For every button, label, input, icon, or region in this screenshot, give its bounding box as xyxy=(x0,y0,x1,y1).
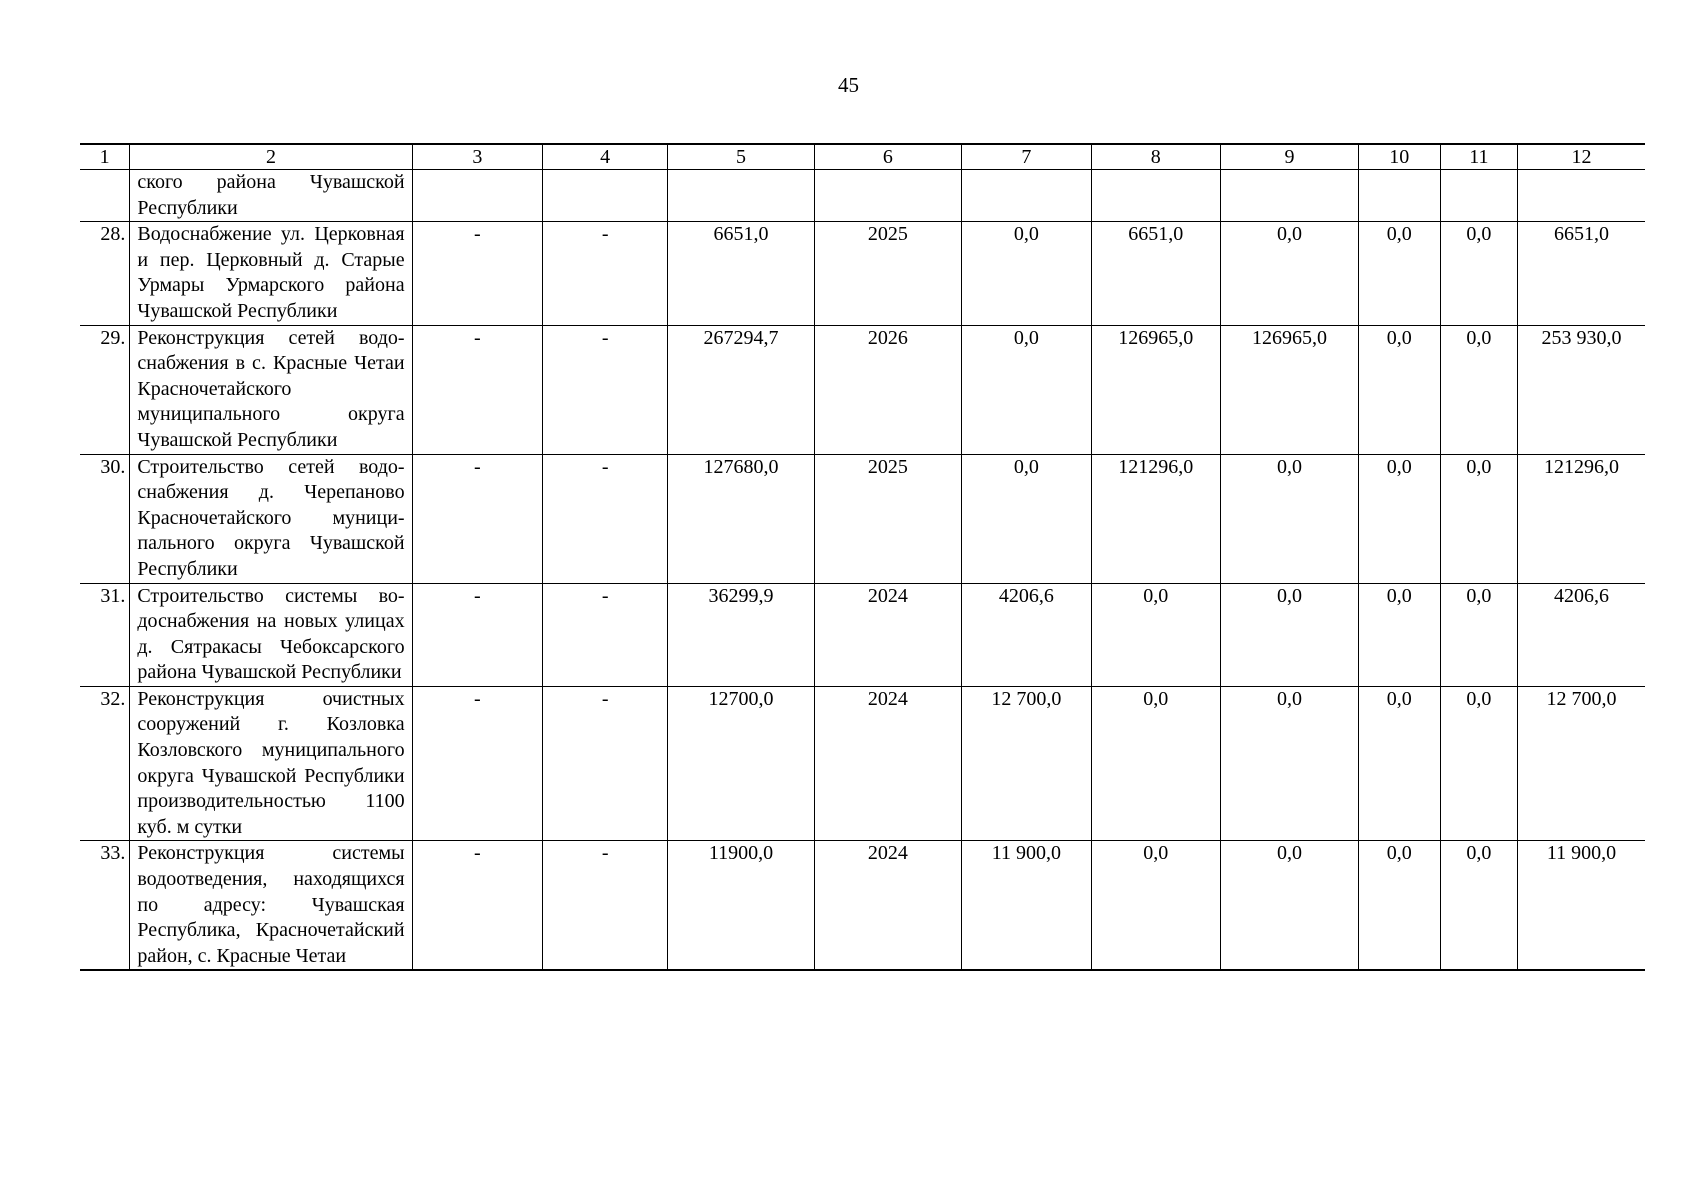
cell-col6: 2024 xyxy=(814,686,961,841)
cell-col9 xyxy=(1221,170,1359,222)
column-header: 10 xyxy=(1358,144,1440,170)
cell-col4: - xyxy=(543,325,668,454)
cell-col7: 0,0 xyxy=(962,222,1091,325)
cell-col10: 0,0 xyxy=(1358,325,1440,454)
cell-col10: 0,0 xyxy=(1358,222,1440,325)
cell-col7 xyxy=(962,170,1091,222)
cell-name: Водоснабжение ул. Церковная и пер. Церковный д. Старые Урмары Урмарского района Чувашской Республики xyxy=(130,222,412,325)
cell-col11: 0,0 xyxy=(1440,686,1517,841)
cell-col3: - xyxy=(412,454,543,583)
cell-col4: - xyxy=(543,222,668,325)
cell-number: 30. xyxy=(80,454,130,583)
cell-col3: - xyxy=(412,583,543,686)
cell-col7: 0,0 xyxy=(962,454,1091,583)
cell-col6: 2025 xyxy=(814,222,961,325)
cell-col5 xyxy=(668,170,814,222)
cell-number: 29. xyxy=(80,325,130,454)
cell-col4 xyxy=(543,170,668,222)
cell-col5: 6651,0 xyxy=(668,222,814,325)
cell-number xyxy=(80,170,130,222)
column-header: 12 xyxy=(1518,144,1645,170)
cell-number: 32. xyxy=(80,686,130,841)
cell-col12: 121296,0 xyxy=(1518,454,1645,583)
cell-col8 xyxy=(1091,170,1220,222)
cell-col11: 0,0 xyxy=(1440,841,1517,970)
cell-number: 31. xyxy=(80,583,130,686)
column-header: 9 xyxy=(1221,144,1359,170)
cell-col8: 0,0 xyxy=(1091,583,1220,686)
cell-col9: 0,0 xyxy=(1221,841,1359,970)
table-body xyxy=(80,144,1645,970)
cell-col12: 6651,0 xyxy=(1518,222,1645,325)
cell-col5: 267294,7 xyxy=(668,325,814,454)
table-row xyxy=(80,454,1645,583)
column-header: 6 xyxy=(814,144,961,170)
table-row xyxy=(80,686,1645,841)
cell-col8: 126965,0 xyxy=(1091,325,1220,454)
cell-col6: 2025 xyxy=(814,454,961,583)
cell-col9: 0,0 xyxy=(1221,583,1359,686)
cell-col8: 6651,0 xyxy=(1091,222,1220,325)
column-header: 7 xyxy=(962,144,1091,170)
column-header: 2 xyxy=(130,144,412,170)
table-row-continuation xyxy=(80,170,1645,222)
cell-col9: 126965,0 xyxy=(1221,325,1359,454)
cell-col6 xyxy=(814,170,961,222)
cell-col3: - xyxy=(412,325,543,454)
cell-col12: 253 930,0 xyxy=(1518,325,1645,454)
cell-col8: 0,0 xyxy=(1091,686,1220,841)
cell-col3: - xyxy=(412,841,543,970)
cell-col9: 0,0 xyxy=(1221,454,1359,583)
cell-col7: 4206,6 xyxy=(962,583,1091,686)
table-row xyxy=(80,222,1645,325)
column-header: 4 xyxy=(543,144,668,170)
cell-col4: - xyxy=(543,583,668,686)
cell-col7: 0,0 xyxy=(962,325,1091,454)
cell-col12: 4206,6 xyxy=(1518,583,1645,686)
column-header: 1 xyxy=(80,144,130,170)
column-header: 5 xyxy=(668,144,814,170)
cell-col6: 2024 xyxy=(814,583,961,686)
cell-col9: 0,0 xyxy=(1221,222,1359,325)
page-number: 45 xyxy=(838,73,859,97)
cell-col11: 0,0 xyxy=(1440,454,1517,583)
cell-name: Строительство системы водоснабжения на новых улицах д. Сятракасы Чебоксарского района Чувашской Республики xyxy=(130,583,412,686)
cell-col11: 0,0 xyxy=(1440,325,1517,454)
cell-name: Реконструкция сетей водоснабжения в с. Красные Четаи Красночетайского муниципального округа Чувашской Республики xyxy=(130,325,412,454)
cell-col7: 12 700,0 xyxy=(962,686,1091,841)
cell-col4: - xyxy=(543,454,668,583)
cell-col6: 2026 xyxy=(814,325,961,454)
cell-col12: 11 900,0 xyxy=(1518,841,1645,970)
column-header: 3 xyxy=(412,144,543,170)
cell-col5: 12700,0 xyxy=(668,686,814,841)
cell-col12: 12 700,0 xyxy=(1518,686,1645,841)
cell-col4: - xyxy=(543,841,668,970)
cell-col7: 11 900,0 xyxy=(962,841,1091,970)
cell-col8: 0,0 xyxy=(1091,841,1220,970)
cell-col8: 121296,0 xyxy=(1091,454,1220,583)
cell-number: 33. xyxy=(80,841,130,970)
cell-col10 xyxy=(1358,170,1440,222)
cell-col6: 2024 xyxy=(814,841,961,970)
cell-col3 xyxy=(412,170,543,222)
cell-col10: 0,0 xyxy=(1358,583,1440,686)
cell-col5: 11900,0 xyxy=(668,841,814,970)
cell-col5: 36299,9 xyxy=(668,583,814,686)
cell-col5: 127680,0 xyxy=(668,454,814,583)
table-row xyxy=(80,841,1645,970)
cell-number: 28. xyxy=(80,222,130,325)
table-row xyxy=(80,325,1645,454)
cell-name: ского района Чувашской Республики xyxy=(130,170,412,222)
cell-col9: 0,0 xyxy=(1221,686,1359,841)
cell-name: Строительство сетей водоснабжения д. Черепаново Красночетайского муниципального округа Чувашской Республики xyxy=(130,454,412,583)
data-table xyxy=(80,143,1645,971)
cell-col4: - xyxy=(543,686,668,841)
cell-name: Реконструкция очистных сооружений г. Козловка Козловского муниципального округа Чувашской Республики производительностью 1100 куб. м сутки xyxy=(130,686,412,841)
cell-col10: 0,0 xyxy=(1358,841,1440,970)
cell-col11: 0,0 xyxy=(1440,222,1517,325)
table-header-row xyxy=(80,144,1645,170)
cell-name: Реконструкция системы водоотведения, находящихся по адресу: Чувашская Республика, Красночетайский район, с. Красные Четаи xyxy=(130,841,412,970)
cell-col10: 0,0 xyxy=(1358,686,1440,841)
cell-col11 xyxy=(1440,170,1517,222)
column-header: 8 xyxy=(1091,144,1220,170)
cell-col11: 0,0 xyxy=(1440,583,1517,686)
cell-col3: - xyxy=(412,222,543,325)
table-row xyxy=(80,583,1645,686)
cell-col3: - xyxy=(412,686,543,841)
column-header: 11 xyxy=(1440,144,1517,170)
cell-col10: 0,0 xyxy=(1358,454,1440,583)
cell-col12 xyxy=(1518,170,1645,222)
